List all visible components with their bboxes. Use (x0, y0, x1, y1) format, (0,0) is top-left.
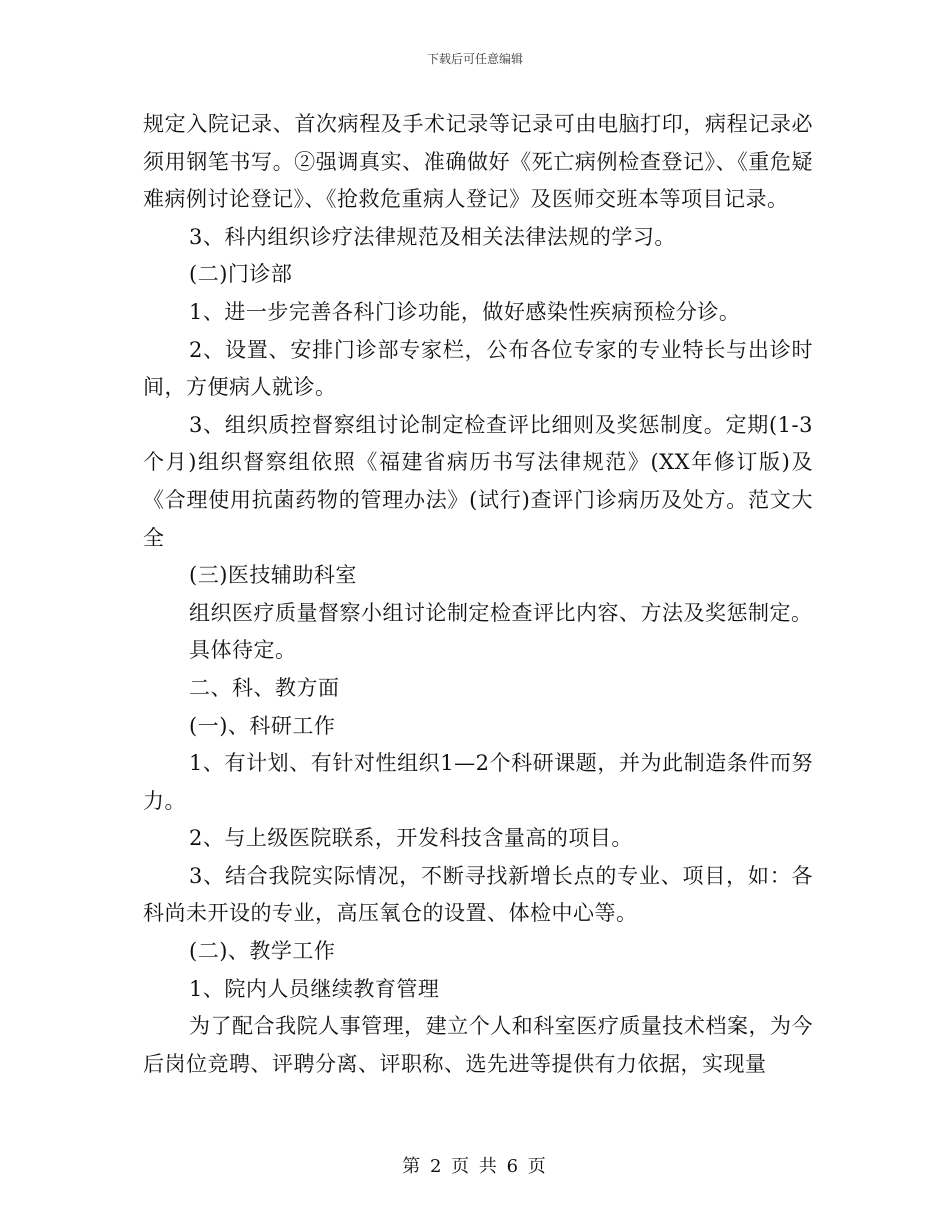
paragraph-17: 为了配合我院人事管理，建立个人和科室医疗质量技术档案，为今后岗位竞聘、评聘分离、评职称、选先进等提供有力依据，实现量 (143, 1014, 813, 1076)
paragraph-1: 规定入院记录、首次病程及手术记录等记录可由电脑打印，病程记录必须用钢笔书写。②强调真实、准确做好《死亡病例检查登记》、《重危疑难病例讨论登记》、《抢救危重病人登记》及医师交班本等项目记录。 (143, 112, 813, 212)
document-body (143, 106, 813, 1083)
section-heading-research-education: 二、科、教方面 (189, 675, 340, 700)
paragraph-4: 1、进一步完善各科门诊功能，做好感染性疾病预检分诊。 (189, 299, 741, 324)
paragraph-16: 1、院内人员继续教育管理 (189, 976, 440, 1001)
paragraph-9: 具体待定。 (189, 638, 297, 663)
page-number-footer: 第 2 页 共 6 页 (402, 1156, 548, 1177)
paragraph-2: 3、科内组织诊疗法律规范及相关法律法规的学习。 (189, 224, 676, 249)
paragraph-12: 1、有计划、有针对性组织1—2个科研课题，并为此制造条件而努力。 (143, 751, 813, 813)
paragraph-8: 组织医疗质量督察小组讨论制定检查评比内容、方法及奖惩制定。 (189, 600, 813, 625)
page-header: 下载后可任意编辑 (426, 52, 523, 66)
paragraph-5: 2、设置、安排门诊部专家栏，公布各位专家的专业特长与出诊时间，方便病人就诊。 (143, 337, 813, 400)
section-heading-medical-tech: (三)医技辅助科室 (189, 563, 357, 588)
section-heading-teaching: (二)、教学工作 (189, 939, 336, 964)
paragraph-13: 2、与上级医院联系，开发科技含量高的项目。 (189, 826, 633, 851)
section-heading-research: (一)、科研工作 (189, 713, 336, 738)
paragraph-14: 3、结合我院实际情况，不断寻找新增长点的专业、项目，如：各科尚未开设的专业，高压氧仓的设置、体检中心等。 (143, 863, 813, 926)
paragraph-6: 3、组织质控督察组讨论制定检查评比细则及奖惩制度。定期(1-3个月)组织督察组依照《福建省病历书写法律规范》(XX年修订版)及《合理使用抗菌药物的管理办法》(试行)查评门诊病历及处方。范文大全 (143, 412, 813, 550)
section-heading-outpatient: (二)门诊部 (189, 262, 293, 287)
